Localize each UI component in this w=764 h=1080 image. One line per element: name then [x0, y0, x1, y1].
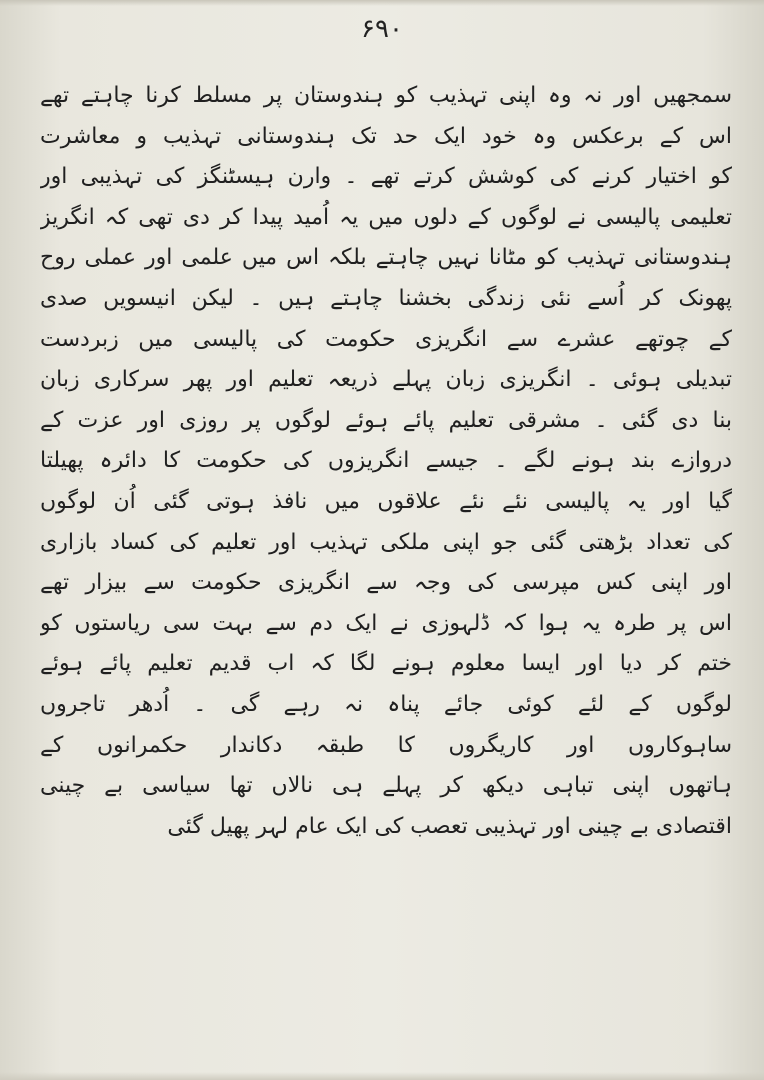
text-line: لوگوں کے لئے کوئی جائے پناہ نہ رہے گی ۔ اُدھر تاجروں: [40, 691, 732, 717]
page-number: ۶۹۰: [361, 14, 403, 44]
text-line: تبدیلی ہوئی ۔ انگریزی زبان پہلے ذریعہ تعلیم اور پھر سرکاری زبان: [40, 367, 732, 393]
text-line: گیا اور یہ پالیسی نئے نئے علاقوں میں نافذ ہوتی گئی اُن لوگوں: [40, 488, 732, 514]
text-line: ختم کر دیا اور ایسا معلوم ہونے لگا کہ اب قدیم تعلیم پائے ہوئے: [40, 651, 732, 677]
text-line: کی تعداد بڑھتی گئی جو اپنی ملکی تہذیب اور تعلیم کی کساد بازاری: [40, 529, 732, 555]
text-line: دروازے بند ہونے لگے ۔ جیسے انگریزوں کی حکومت کا دائرہ پھیلتا: [40, 448, 732, 474]
text-line: اور اپنی کس مپرسی کی وجہ سے انگریزی حکومت سے بیزار تھے: [40, 570, 732, 596]
text-line: بنا دی گئی ۔ مشرقی تعلیم پائے ہوئے لوگوں پر روزی اور عزت کے: [40, 407, 732, 433]
text-line: اس پر طرہ یہ ہوا کہ ڈلہوزی نے ایک دم سے بہت سی ریاستوں کو: [40, 610, 732, 636]
text-line: پھونک کر اُسے نئی زندگی بخشنا چاہتے ہیں ۔ لیکن انیسویں صدی: [40, 285, 732, 311]
text-line: کو اختیار کرنے کی کوشش کرتے تھے ۔ وارن ہیسٹنگز کی تہذیبی اور: [40, 164, 732, 190]
text-line: تعلیمی پالیسی نے لوگوں کے دلوں میں یہ اُمید پیدا کر دی تھی کہ انگریز: [40, 204, 732, 230]
text-line: اقتصادی بے چینی اور تہذیبی تعصب کی ایک عام لہر پھیل گئی: [167, 813, 732, 839]
text-line: کے چوتھے عشرے سے انگریزی حکومت کی پالیسی میں زبردست: [40, 326, 732, 352]
body-text: [40, 76, 732, 847]
text-line: ساہوکاروں اور کاریگروں کا طبقہ دکاندار حکمرانوں کے: [40, 732, 732, 758]
text-line: ہاتھوں اپنی تباہی دیکھ کر پہلے ہی نالاں تھا سیاسی بے چینی: [40, 773, 732, 799]
text-line: ہندوستانی تہذیب کو مٹانا نہیں چاہتے بلکہ اس میں علمی اور عملی روح: [40, 245, 732, 271]
page-bottom-edge: [0, 1072, 764, 1080]
page-top-edge: [0, 0, 764, 6]
text-line: سمجھیں اور نہ وہ اپنی تہذیب کو ہندوستان پر مسلط کرنا چاہتے تھے: [40, 83, 732, 108]
text-line: اس کے برعکس وہ خود ایک حد تک ہندوستانی تہذیب و معاشرت: [40, 123, 732, 149]
